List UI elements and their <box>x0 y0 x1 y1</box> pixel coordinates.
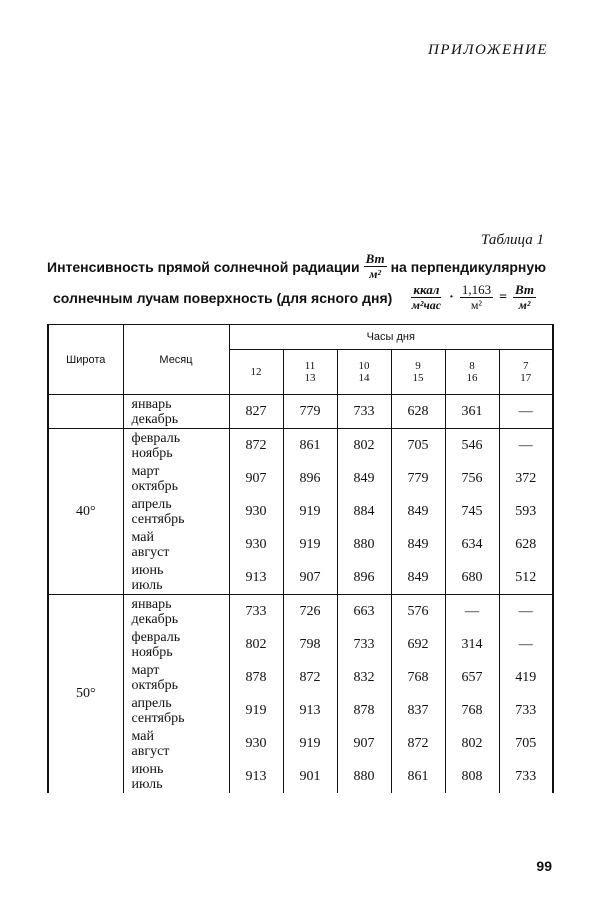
value-cell: 733 <box>337 628 391 661</box>
value-cell: 913 <box>229 760 283 793</box>
month-name: сентябрь <box>131 511 185 527</box>
caption-line-2 <box>47 283 540 312</box>
header-hour-1 <box>283 350 337 395</box>
value-cell: 419 <box>499 661 553 694</box>
month-name: апрель <box>131 695 172 711</box>
kcal-numerator: ккал <box>413 282 440 297</box>
month-name: декабрь <box>131 411 179 427</box>
value-cell: 930 <box>229 528 283 561</box>
value-cell: 802 <box>229 628 283 661</box>
factor-numerator: 1,163 <box>461 282 492 297</box>
value-cell: 680 <box>445 561 499 595</box>
value-cell: — <box>499 429 553 463</box>
value-cell: 372 <box>499 462 553 495</box>
value-cell: 733 <box>499 694 553 727</box>
month-cell <box>123 595 229 629</box>
value-cell: 861 <box>283 429 337 463</box>
kcal-fraction <box>410 283 443 312</box>
month-cell <box>123 727 229 760</box>
month-name: май <box>131 529 154 545</box>
header-hour-3 <box>391 350 445 395</box>
value-cell: 779 <box>391 462 445 495</box>
table-row <box>48 760 553 793</box>
value-cell: 663 <box>337 595 391 629</box>
month-name: декабрь <box>131 611 179 627</box>
value-cell: 872 <box>229 429 283 463</box>
result-fraction <box>513 283 536 312</box>
table-row <box>48 628 553 661</box>
month-name: апрель <box>131 496 172 512</box>
table-head <box>48 325 553 395</box>
multiply-dot: · <box>449 289 454 305</box>
month-name: март <box>131 463 160 479</box>
value-cell: 849 <box>391 528 445 561</box>
month-cell <box>123 429 229 463</box>
value-cell: — <box>499 395 553 429</box>
table-row <box>48 395 553 429</box>
month-cell <box>123 395 229 429</box>
value-cell: 692 <box>391 628 445 661</box>
value-cell: 733 <box>337 395 391 429</box>
value-cell: 907 <box>337 727 391 760</box>
hour-value: 10 <box>358 360 370 372</box>
header-row-1 <box>48 325 553 350</box>
page-number: 99 <box>536 858 552 874</box>
value-cell: 884 <box>337 495 391 528</box>
month-cell <box>123 628 229 661</box>
value-cell: 705 <box>499 727 553 760</box>
value-cell: 919 <box>283 495 337 528</box>
result-denominator: м² <box>518 298 531 312</box>
value-cell: 768 <box>391 661 445 694</box>
month-name: март <box>131 662 160 678</box>
factor-denominator: м² <box>470 298 483 312</box>
caption-text-2a: солнечным лучам поверхность (для ясного дня) <box>53 289 393 306</box>
value-cell: 705 <box>391 429 445 463</box>
latitude-cell: 40° <box>48 429 123 595</box>
caption-line-1 <box>47 251 547 281</box>
value-cell: 849 <box>391 561 445 595</box>
header-month: Месяц <box>123 325 229 395</box>
month-cell <box>123 495 229 528</box>
table-row <box>48 727 553 760</box>
hour-pair-value: 16 <box>466 372 478 384</box>
latitude-cell <box>48 395 123 429</box>
hour-value: 11 <box>304 360 316 372</box>
value-cell: 756 <box>445 462 499 495</box>
table-caption <box>47 251 547 312</box>
unit-denominator: м² <box>369 267 382 281</box>
hour-value: 12 <box>250 366 262 378</box>
month-name: октябрь <box>131 677 178 693</box>
value-cell: — <box>499 628 553 661</box>
month-name: сентябрь <box>131 710 185 726</box>
header-hours-title: Часы дня <box>229 325 553 350</box>
value-cell: 837 <box>391 694 445 727</box>
month-cell <box>123 694 229 727</box>
value-cell: 593 <box>499 495 553 528</box>
month-cell <box>123 661 229 694</box>
value-cell: 849 <box>337 462 391 495</box>
value-cell: 802 <box>445 727 499 760</box>
value-cell: 634 <box>445 528 499 561</box>
hour-pair-value: 13 <box>304 372 316 384</box>
value-cell: 880 <box>337 528 391 561</box>
value-cell: 798 <box>283 628 337 661</box>
month-cell <box>123 561 229 595</box>
value-cell: 901 <box>283 760 337 793</box>
value-cell: 849 <box>391 495 445 528</box>
value-cell: 512 <box>499 561 553 595</box>
value-cell: 907 <box>283 561 337 595</box>
month-cell <box>123 462 229 495</box>
table-row <box>48 561 553 595</box>
value-cell: 907 <box>229 462 283 495</box>
value-cell: 919 <box>283 727 337 760</box>
month-name: июнь <box>131 761 164 777</box>
hour-pair-value: 15 <box>412 372 424 384</box>
table-row <box>48 595 553 629</box>
value-cell: 745 <box>445 495 499 528</box>
header-hour-0 <box>229 350 283 395</box>
table-label: Таблица 1 <box>481 232 544 248</box>
value-cell: 576 <box>391 595 445 629</box>
header-hour-2 <box>337 350 391 395</box>
header-hour-5 <box>499 350 553 395</box>
month-name: май <box>131 728 154 744</box>
value-cell: 832 <box>337 661 391 694</box>
value-cell: 802 <box>337 429 391 463</box>
value-cell: 878 <box>229 661 283 694</box>
value-cell: 827 <box>229 395 283 429</box>
value-cell: 361 <box>445 395 499 429</box>
value-cell: 768 <box>445 694 499 727</box>
hour-value: 7 <box>523 360 529 372</box>
value-cell: 880 <box>337 760 391 793</box>
kcal-denominator: м²час <box>411 298 442 312</box>
month-name: февраль <box>131 430 181 446</box>
value-cell: 919 <box>283 528 337 561</box>
radiation-table <box>47 324 554 793</box>
month-name: январь <box>131 396 172 412</box>
value-cell: 878 <box>337 694 391 727</box>
value-cell: 628 <box>391 395 445 429</box>
month-name: октябрь <box>131 478 178 494</box>
hour-pair-value: 17 <box>520 372 532 384</box>
value-cell: 726 <box>283 595 337 629</box>
value-cell: 930 <box>229 495 283 528</box>
caption-text-1a: Интенсивность прямой солнечной радиации <box>47 258 360 275</box>
month-name: февраль <box>131 629 181 645</box>
equals-sign: = <box>499 289 508 305</box>
conversion-formula <box>406 283 540 312</box>
table-row <box>48 661 553 694</box>
month-name: июль <box>131 776 163 792</box>
value-cell: 779 <box>283 395 337 429</box>
month-cell <box>123 528 229 561</box>
result-numerator: Вт <box>515 282 534 297</box>
caption-text-1b: на перпендикулярную <box>390 258 547 275</box>
value-cell: 733 <box>229 595 283 629</box>
value-cell: 919 <box>229 694 283 727</box>
value-cell: 546 <box>445 429 499 463</box>
table-body <box>48 395 553 794</box>
latitude-cell: 50° <box>48 595 123 794</box>
unit-numerator: Вт <box>365 251 385 266</box>
table-row <box>48 495 553 528</box>
value-cell: 872 <box>391 727 445 760</box>
value-cell: 896 <box>337 561 391 595</box>
month-name: июнь <box>131 562 164 578</box>
value-cell: — <box>499 595 553 629</box>
value-cell: 913 <box>283 694 337 727</box>
hour-value: 9 <box>415 360 421 372</box>
month-name: июль <box>131 577 163 593</box>
month-name: январь <box>131 596 172 612</box>
value-cell: — <box>445 595 499 629</box>
table-row <box>48 694 553 727</box>
header-latitude: Широта <box>48 325 123 395</box>
value-cell: 896 <box>283 462 337 495</box>
month-name: август <box>131 544 170 560</box>
header-hour-4 <box>445 350 499 395</box>
value-cell: 930 <box>229 727 283 760</box>
value-cell: 808 <box>445 760 499 793</box>
month-cell <box>123 760 229 793</box>
table-row <box>48 462 553 495</box>
table-row <box>48 528 553 561</box>
value-cell: 657 <box>445 661 499 694</box>
month-name: ноябрь <box>131 644 173 660</box>
hour-pair-value: 14 <box>358 372 370 384</box>
running-head: ПРИЛОЖЕНИЕ <box>428 42 548 58</box>
unit-fraction <box>364 252 387 281</box>
hour-value: 8 <box>469 360 475 372</box>
table-row <box>48 429 553 463</box>
month-name: август <box>131 743 170 759</box>
value-cell: 733 <box>499 760 553 793</box>
factor-fraction <box>460 283 493 312</box>
value-cell: 872 <box>283 661 337 694</box>
value-cell: 861 <box>391 760 445 793</box>
value-cell: 628 <box>499 528 553 561</box>
value-cell: 913 <box>229 561 283 595</box>
month-name: ноябрь <box>131 445 173 461</box>
value-cell: 314 <box>445 628 499 661</box>
